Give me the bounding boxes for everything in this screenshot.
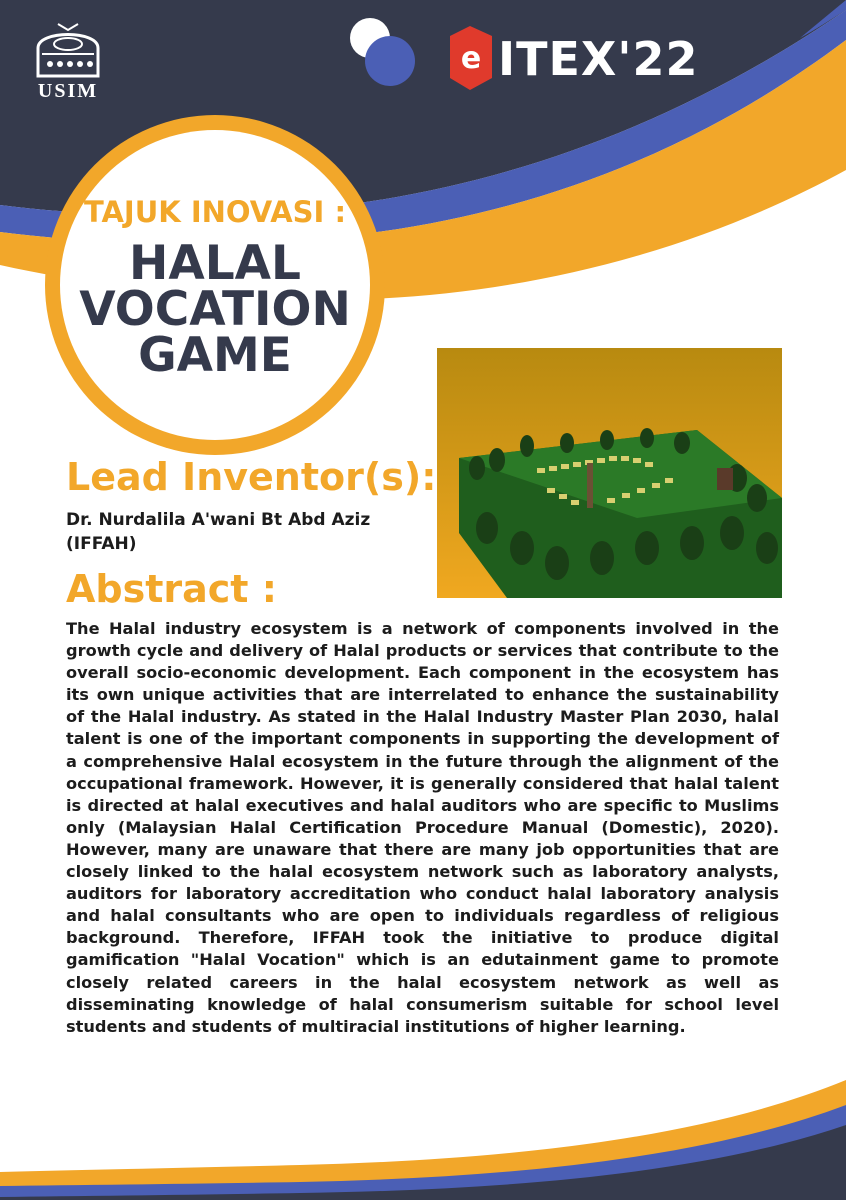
university-logo [28,18,108,108]
svg-text:e: e [460,41,482,76]
inventor-info [66,508,370,556]
abstract-heading: Abstract : [66,567,277,611]
title-line-1: HALAL [129,236,301,291]
game-screenshot [437,348,782,598]
university-logo-text: USIM [37,80,99,102]
event-logo [350,18,720,98]
inventor-name: Dr. Nurdalila A'wani Bt Abd Aziz [66,510,371,530]
inventor-affiliation: (IFFAH) [66,534,137,554]
innovation-title [45,195,385,383]
event-logo-text: ITEX'22 [498,32,699,86]
title-line-3: GAME [138,328,292,383]
title-label: TAJUK INOVASI : [83,195,347,229]
abstract-body: The Halal industry ecosystem is a network of components involved in the growth cycle and delivery of Halal products or services that contribute to the overall socio-economic development. Each component in the ecosystem has its own unique activities that are interrelated to enhance the sustainability of the Halal industry. As stated in the Halal Industry Master Plan 2030, halal talent is one of the important components in supporting the development of a comprehensive Halal ecosystem in the future through the alignment of the occupational framework. However, it is generally considered that halal talent is directed at halal executives and halal auditors who are specific to Muslims only (Malaysian Halal Certification Procedure Manual (Domestic), 2020). However, many are unaware that there are many job opportunities that are closely linked to the halal ecosystem network such as laboratory analysts, auditors for laboratory accreditation who conduct halal laboratory analysis and halal consultants who are open to individuals regardless of religious background. Therefore, IFFAH took the initiative to produce digital gamification "Halal Vocation" which is an edutainment game to promote closely related careers in the halal ecosystem network as well as disseminating knowledge of halal consumerism suitable for school level students and students of multiracial institutions of higher learning. [66,619,779,1036]
lead-inventor-heading: Lead Inventor(s): [66,455,437,499]
title-line-2: VOCATION [79,282,351,337]
